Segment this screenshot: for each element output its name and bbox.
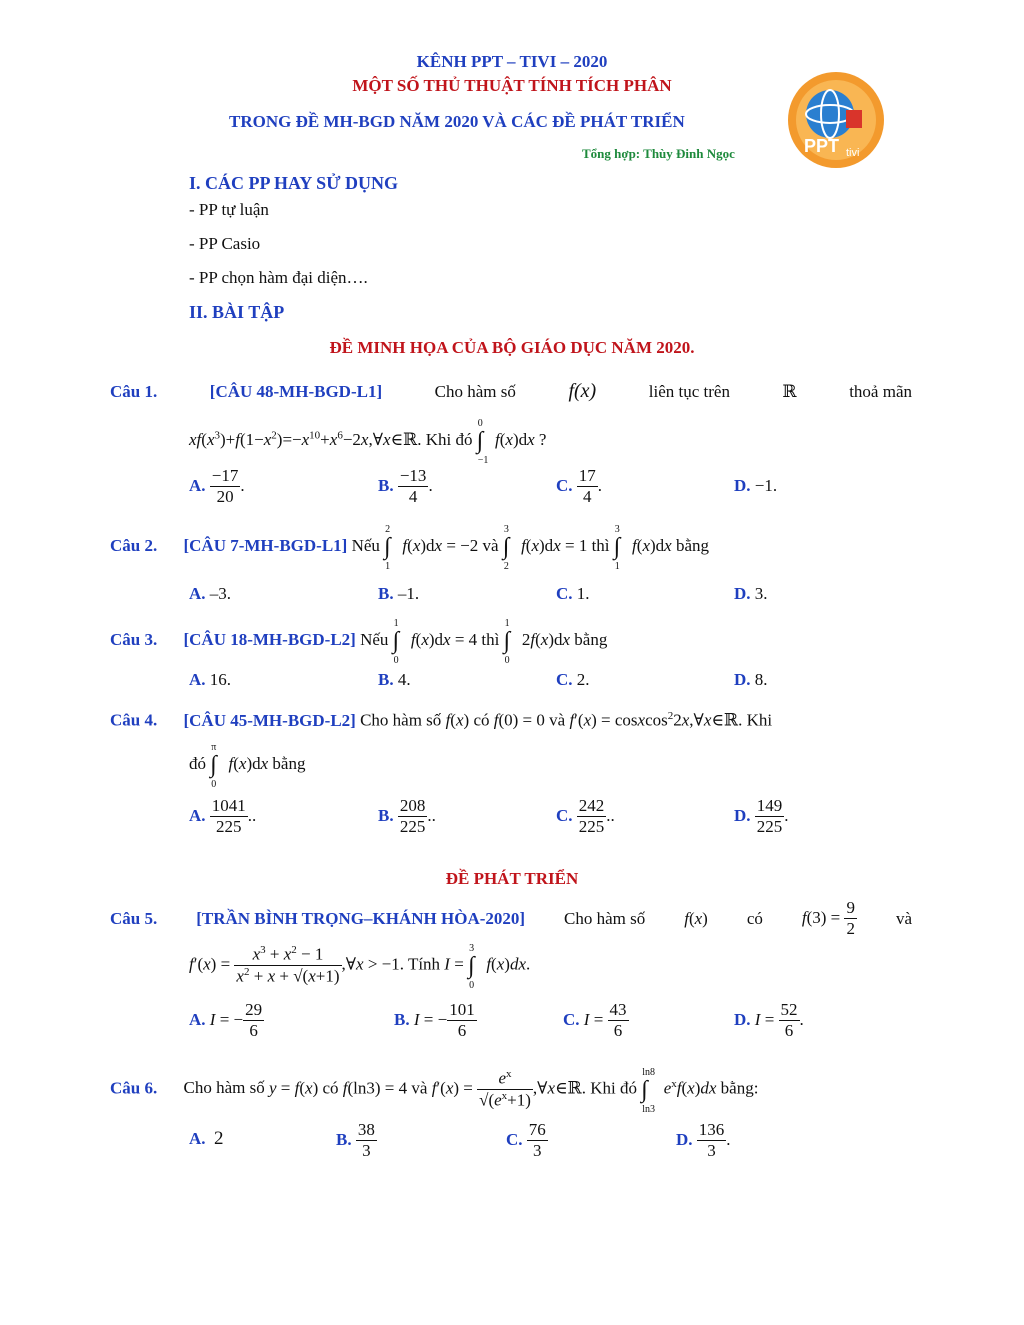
option-c: C. 1. xyxy=(556,584,590,603)
question-1: Câu 1. [CÂU 48-MH-BGD-L1] Cho hàm số f(x) liên tục trên ℝ thoả mãn xyxy=(110,380,912,402)
option-c: C. I = $\frac{43}{6}$ xyxy=(563,1000,627,1041)
part-2-title: ĐỀ PHÁT TRIỂN xyxy=(445,869,579,888)
logo-text: PPT xyxy=(804,136,840,156)
option-b: B. 4. xyxy=(378,670,411,689)
section-1-heading: I. CÁC PP HAY SỬ DỤNG xyxy=(189,173,399,193)
option-d: D. $\frac{149}{225}$ . xyxy=(734,796,789,837)
question-6: Câu 6. Cho hàm số y = f(x) có f(ln3) = 4 và f′(x) = $\frac{e^x}{√(e^x+1)}$ ,∀x∈ℝ. Khi đó ln8 ∫ ln3 $e^xf(x)dx$ bằng: xyxy=(110,1066,759,1115)
option-b: B. $\frac{208}{225}$ .. xyxy=(378,796,436,837)
channel-title: KÊNH PPT – TIVI – 2020 xyxy=(416,52,608,71)
option-c: C. $\frac{76}{3}$ xyxy=(506,1120,546,1161)
method-item: - PP tự luận xyxy=(189,200,269,219)
question-3: Câu 3. [CÂU 18-MH-BGD-L2] Nếu 1 ∫ 0 f(x)dx = 4 thì 1 ∫ 0 2f(x)dx bằng xyxy=(110,618,608,666)
question-5-derivative: f′(x) = $\frac{x^3 + x^2 - 1}{x^2 + x + √(x+1)}$ ,∀x > −1. Tính I = 3 ∫ 0 f(x)dx. xyxy=(189,942,531,991)
question-text: Cho hàm số xyxy=(434,381,516,401)
part-1-title: ĐỀ MINH HỌA CỦA BỘ GIÁO DỤC NĂM 2020. xyxy=(329,338,695,357)
option-d: D. −1. xyxy=(734,476,778,495)
method-item: - PP Casio xyxy=(189,234,261,253)
option-d: D. 3. xyxy=(734,584,768,603)
logo-subtext: tivi xyxy=(846,147,860,159)
option-b: B. –1. xyxy=(378,584,420,603)
section-2-heading: II. BÀI TẬP xyxy=(189,302,285,322)
option-a: A. 16. xyxy=(189,670,232,689)
option-b: B. $\frac{38}{3}$ xyxy=(336,1120,375,1161)
option-c: C. $\frac{242}{225}$ .. xyxy=(556,796,615,837)
compiler-credit: Tổng hợp: Thùy Đinh Ngọc xyxy=(582,146,735,161)
method-item: - PP chọn hàm đại diện…. xyxy=(189,268,368,287)
document-subtitle: TRONG ĐỀ MH-BGD NĂM 2020 VÀ CÁC ĐỀ PHÁT TRIỂN xyxy=(229,112,685,131)
document-title: MỘT SỐ THỦ THUẬT TÍNH TÍCH PHÂN xyxy=(352,76,672,95)
question-label: Câu 1. xyxy=(110,381,158,401)
question-4: Câu 4. [CÂU 45-MH-BGD-L2] Cho hàm số f(x) có f(0) = 0 và f′(x) = cosxcos$^2$2x,∀x∈ℝ. Khi xyxy=(110,710,773,730)
option-d: D. 8. xyxy=(734,670,768,689)
question-1-condition: $xf(x^3)+f(1-x^2)=-x^{10}+x^6-2x,\forall x\in ℝ$. Khi đó 0 ∫ −1 f(x)dx ? xyxy=(189,418,547,466)
option-c: C. $\frac{17}{4}$ . xyxy=(556,466,603,507)
question-source-tag: [CÂU 48-MH-BGD-L1] xyxy=(209,381,383,401)
question-5: Câu 5. [TRẦN BÌNH TRỌNG–KHÁNH HÒA-2020] Cho hàm số f(x) có f(3) = $\frac{9}{2}$ và xyxy=(110,898,912,939)
option-d: D. I = $\frac{52}{6}$ . xyxy=(734,1000,804,1041)
option-b: B. $\frac{-13}{4}$ . xyxy=(378,466,433,507)
question-4-line-2: đó π ∫ 0 f(x)dx bằng xyxy=(189,742,306,790)
question-text: liên tục trên xyxy=(648,381,730,401)
question-2: Câu 2. [CÂU 7-MH-BGD-L1] Nếu 2 ∫ 1 f(x)dx = −2 và 3 ∫ 2 f(x)dx = 1 thì 3 ∫ 1 f(x)dx bằng xyxy=(110,524,709,572)
question-text: thoả mãn xyxy=(849,381,912,401)
question-1-options: A. $\frac{-17}{20}$ . xyxy=(189,466,245,507)
option-a: A. I = − $\frac{29}{6}$ xyxy=(189,1000,263,1041)
option-a: A. –3. xyxy=(189,584,232,603)
option-a: A. $\frac{1041}{225}$ .. xyxy=(189,796,257,837)
option-d: D. $\frac{136}{3}$ . xyxy=(676,1120,731,1161)
option-a: A. 2 xyxy=(189,1128,224,1149)
option-b: B. I = − $\frac{101}{6}$ xyxy=(394,1000,475,1041)
option-c: C. 2. xyxy=(556,670,590,689)
ppt-tivi-logo xyxy=(786,70,886,170)
